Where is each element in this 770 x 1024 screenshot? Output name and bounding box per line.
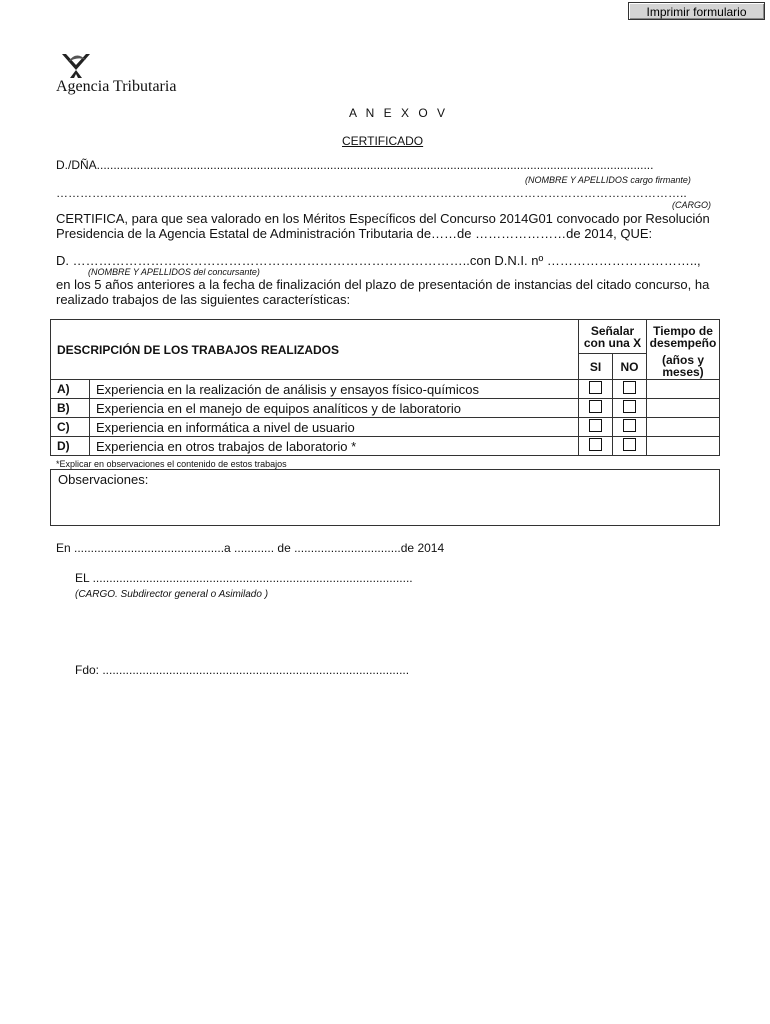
dna-line: D./DÑA....................................................................................................................................................................... bbox=[56, 158, 654, 172]
row-description: Experiencia en la realización de análisis y ensayos físico-químicos bbox=[90, 380, 579, 399]
el-line: EL ................................................................................................ bbox=[75, 571, 413, 585]
observations-label: Observaciones: bbox=[58, 472, 149, 487]
time-subheader: (años y meses) bbox=[647, 354, 720, 380]
works-table bbox=[50, 319, 720, 456]
signer-name-hint: (NOMBRE Y APELLIDOS cargo firmante) bbox=[525, 175, 691, 185]
table-row bbox=[51, 437, 720, 456]
no-checkbox[interactable] bbox=[623, 438, 636, 451]
place-date-line: En .............................................a ............ de ................................de 2014 bbox=[56, 541, 445, 555]
table-row bbox=[51, 399, 720, 418]
no-checkbox[interactable] bbox=[623, 419, 636, 432]
no-header: NO bbox=[613, 354, 647, 380]
si-checkbox[interactable] bbox=[589, 381, 602, 394]
time-field[interactable] bbox=[647, 437, 720, 456]
row-letter: B) bbox=[51, 399, 90, 418]
candidate-hint: (NOMBRE Y APELLIDOS del concursante) bbox=[88, 267, 260, 277]
row-letter: D) bbox=[51, 437, 90, 456]
logo-text: Agencia Tributaria bbox=[56, 78, 177, 95]
row-letter: A) bbox=[51, 380, 90, 399]
row-description: Experiencia en el manejo de equipos analíticos y de laboratorio bbox=[90, 399, 579, 418]
cargo-sub-hint: (CARGO. Subdirector general o Asimilado ) bbox=[75, 589, 269, 600]
row-description: Experiencia en otros trabajos de laboratorio * bbox=[90, 437, 579, 456]
table-header: DESCRIPCIÓN DE LOS TRABAJOS REALIZADOS bbox=[51, 320, 579, 380]
candidate-line: D. ………………………………………………………………………………..con D.N.I. nº …………………………….., bbox=[56, 253, 701, 268]
time-field[interactable] bbox=[647, 418, 720, 437]
certificate-title: CERTIFICADO bbox=[342, 134, 424, 148]
time-field[interactable] bbox=[647, 399, 720, 418]
si-checkbox[interactable] bbox=[589, 400, 602, 413]
table-row bbox=[51, 418, 720, 437]
annex-title: A N E X O V bbox=[349, 106, 449, 120]
cargo-line: ………………………………………………………………………………………………………………………………………….. bbox=[56, 186, 687, 200]
time-header: Tiempo de desempeño bbox=[647, 320, 720, 354]
cargo-hint: (CARGO) bbox=[672, 200, 711, 210]
years-line-1: en los 5 años anteriores a la fecha de finalización del plazo de presentación de instancias del citado concurso, ha bbox=[56, 277, 710, 292]
row-letter: C) bbox=[51, 418, 90, 437]
table-row bbox=[51, 380, 720, 399]
time-field[interactable] bbox=[647, 380, 720, 399]
si-header: SI bbox=[579, 354, 613, 380]
table-footnote: *Explicar en observaciones el contenido de estos trabajos bbox=[56, 459, 287, 469]
years-line-2: realizado trabajos de las siguientes características: bbox=[56, 292, 351, 307]
si-checkbox[interactable] bbox=[589, 438, 602, 451]
no-checkbox[interactable] bbox=[623, 400, 636, 413]
si-checkbox[interactable] bbox=[589, 419, 602, 432]
certifica-line-2: Presidencia de la Agencia Estatal de Administración Tributaria de……de …………………de 2014, QUE: bbox=[56, 226, 653, 241]
print-form-button[interactable]: Imprimir formulario bbox=[628, 2, 765, 20]
no-checkbox[interactable] bbox=[623, 381, 636, 394]
certifica-line-1: CERTIFICA, para que sea valorado en los Méritos Específicos del Concurso 2014G01 convocado por Resolución bbox=[56, 211, 710, 226]
row-description: Experiencia en informática a nivel de usuario bbox=[90, 418, 579, 437]
observations-field[interactable] bbox=[50, 469, 720, 526]
mark-header: Señalar con una X bbox=[579, 320, 647, 354]
signature-line: Fdo: ............................................................................................ bbox=[75, 663, 410, 677]
